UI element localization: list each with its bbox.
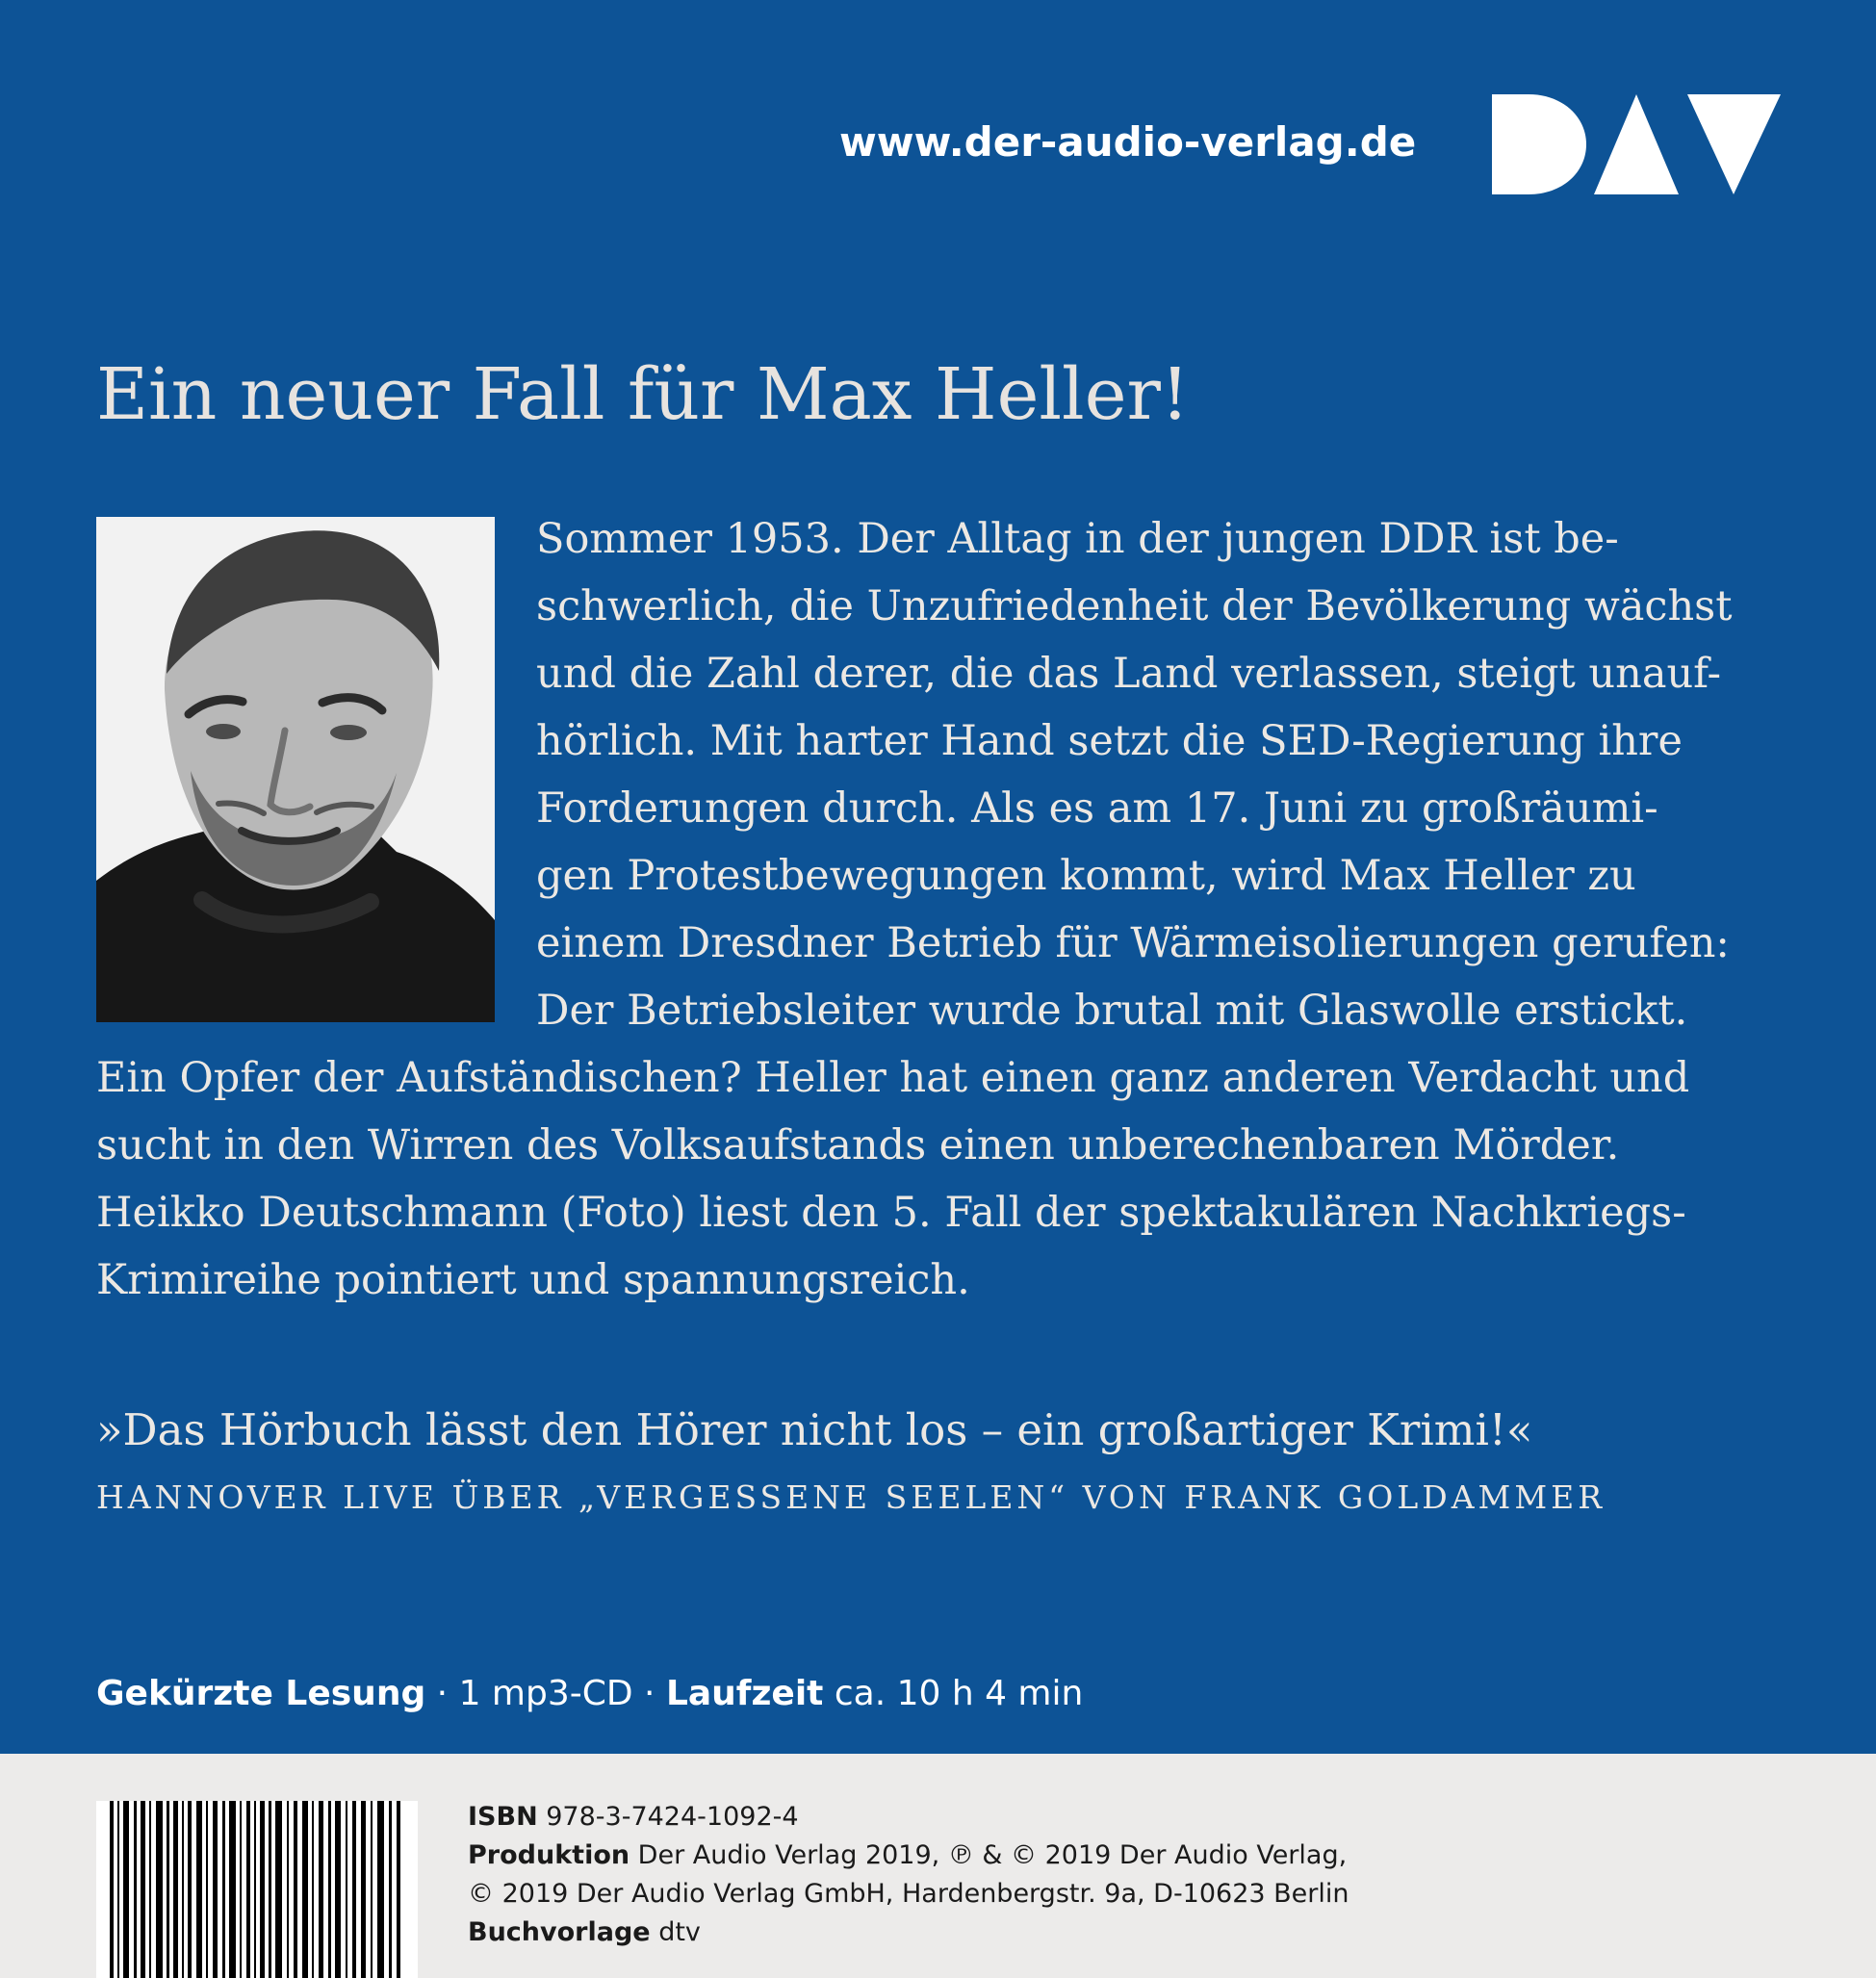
copyright-line: © 2019 Der Audio Verlag GmbH, Hardenbergstr. 9a, D-10623 Berlin xyxy=(468,1879,1349,1909)
website-url: www.der-audio-verlag.de xyxy=(839,118,1417,166)
description-line: Forderungen durch. Als es am 17. Juni zu großräumi- xyxy=(536,784,1658,833)
source-label: Buchvorlage xyxy=(468,1917,651,1947)
description-line: sucht in den Wirren des Volksaufstands einen unberechenbaren Mörder. xyxy=(96,1121,1620,1169)
headline: Ein neuer Fall für Max Heller! xyxy=(96,353,1190,436)
description-line: Krimireihe pointiert und spannungsreich. xyxy=(96,1256,970,1304)
isbn-line xyxy=(468,1798,1349,1837)
description-line: und die Zahl derer, die das Land verlassen, steigt unauf- xyxy=(536,650,1722,698)
description-line: schwerlich, die Unzufriedenheit der Bevölkerung wächst xyxy=(536,582,1733,630)
format-separator: · xyxy=(632,1674,666,1713)
barcode-icon xyxy=(96,1801,418,1978)
description-line: einem Dresdner Betrieb für Wärmeisolierungen gerufen: xyxy=(536,919,1730,967)
production-label: Produktion xyxy=(468,1840,630,1870)
barcode xyxy=(96,1801,418,1978)
description-line: Der Betriebsleiter wurde brutal mit Glaswolle erstickt. xyxy=(536,987,1688,1035)
author-portrait-icon xyxy=(96,517,495,1022)
isbn-label: ISBN xyxy=(468,1802,538,1832)
description-line: gen Protestbewegungen kommt, wird Max Heller zu xyxy=(536,852,1636,900)
isbn-value: 978-3-7424-1092-4 xyxy=(537,1802,799,1832)
runtime-label: Laufzeit xyxy=(665,1674,824,1713)
review-source: HANNOVER LIVE ÜBER „VERGESSENE SEELEN“ VON FRANK GOLDAMMER xyxy=(96,1478,1606,1516)
media-label: 1 mp3-CD xyxy=(458,1674,633,1713)
source-line xyxy=(468,1914,1349,1952)
description-line: Heikko Deutschmann (Foto) liest den 5. Fall der spektakulären Nachkriegs- xyxy=(96,1189,1686,1237)
format-separator: · xyxy=(425,1674,459,1713)
description-line: hörlich. Mit harter Hand setzt die SED-Regierung ihre xyxy=(536,717,1683,765)
publication-info xyxy=(468,1798,1349,1952)
author-portrait xyxy=(96,517,495,1022)
description-line: Sommer 1953. Der Alltag in der jungen DDR ist be- xyxy=(536,515,1619,563)
review-quote: »Das Hörbuch lässt den Hörer nicht los – ein großartiger Krimi!« xyxy=(96,1404,1533,1455)
source-value: dtv xyxy=(650,1917,701,1947)
audio-format-line xyxy=(96,1667,1083,1721)
description-line: Ein Opfer der Aufständischen? Heller hat einen ganz anderen Verdacht und xyxy=(96,1054,1690,1102)
dav-logo xyxy=(1492,94,1781,194)
production-line xyxy=(468,1837,1349,1875)
runtime-value: ca. 10 h 4 min xyxy=(823,1674,1084,1713)
production-value: Der Audio Verlag 2019, ℗ & © 2019 Der Audio Verlag, xyxy=(630,1840,1348,1870)
edition-label: Gekürzte Lesung xyxy=(96,1674,426,1713)
